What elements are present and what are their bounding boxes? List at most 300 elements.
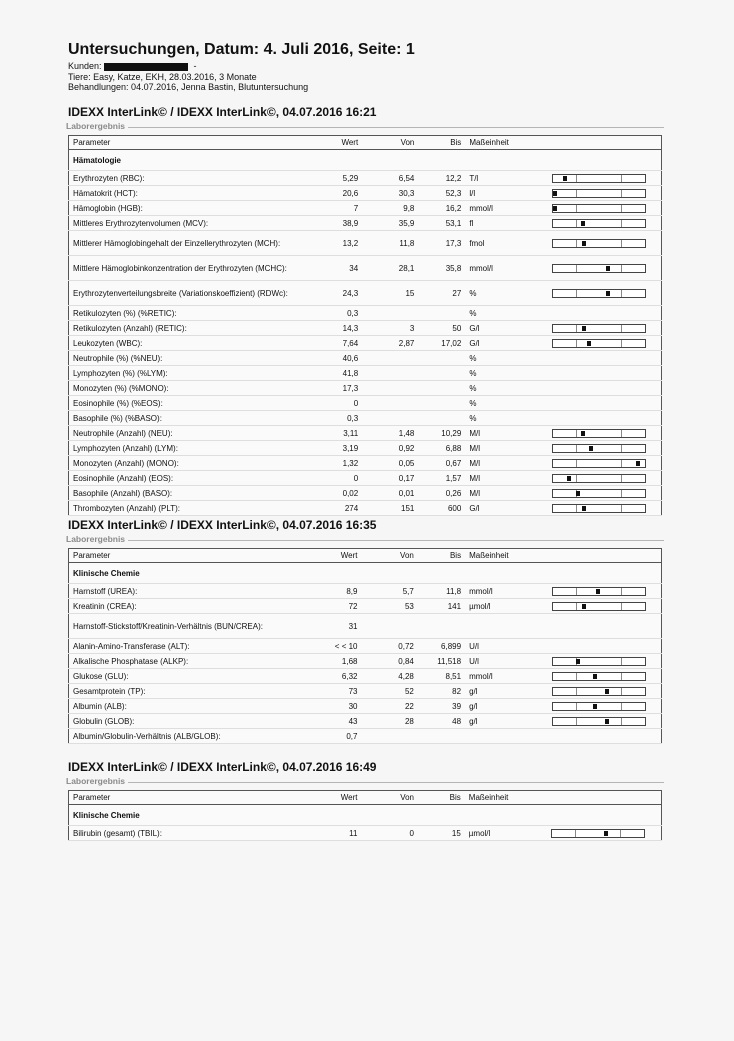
unit-cell (465, 614, 543, 639)
unit-cell: T/l (465, 171, 543, 186)
unit-cell: g/l (465, 684, 543, 699)
range-high-cell: 35,8 (418, 256, 465, 281)
gauge-cell (544, 471, 662, 486)
value-cell: 14,3 (310, 321, 362, 336)
range-high-cell: 39 (418, 699, 465, 714)
unit-cell: % (465, 396, 543, 411)
parameter-name: Retikulozyten (Anzahl) (RETIC): (69, 321, 310, 336)
range-high-cell: 53,1 (418, 216, 465, 231)
table-row (69, 699, 662, 714)
parameter-name: Monozyten (Anzahl) (MONO): (69, 456, 310, 471)
column-header-param: Parameter (69, 549, 309, 563)
range-low-cell: 52 (361, 684, 417, 699)
gauge-marker (587, 341, 591, 346)
parameter-name: Eosinophile (Anzahl) (EOS): (69, 471, 310, 486)
range-low-cell: 15 (362, 281, 418, 306)
value-cell: 7,64 (310, 336, 362, 351)
range-high-cell: 48 (418, 714, 465, 729)
gauge-cell (544, 411, 662, 426)
parameter-name: Mittlerer Hämoglobingehalt der Einzellerythrozyten (MCH): (69, 231, 310, 256)
section-title: IDEXX InterLink© / IDEXX InterLink©, 04.07.2016 16:35 (68, 518, 377, 532)
column-header-param: Parameter (69, 136, 310, 150)
unit-cell: U/l (465, 654, 543, 669)
range-low-cell: 0 (361, 826, 418, 841)
range-low-cell: 1,48 (362, 426, 418, 441)
range-high-cell: 17,02 (418, 336, 465, 351)
range-low-cell: 30,3 (362, 186, 418, 201)
gauge-marker (604, 831, 608, 836)
range-high-cell: 141 (418, 599, 465, 614)
column-header-unit: Maßeinheit (465, 549, 543, 563)
category-label: Hämatologie (69, 150, 662, 171)
range-high-cell: 16,2 (418, 201, 465, 216)
range-high-cell: 27 (418, 281, 465, 306)
table-row (69, 171, 662, 186)
range-low-cell (362, 351, 418, 366)
value-cell: < < 10 (309, 639, 362, 654)
value-cell: 30 (309, 699, 362, 714)
section-subtitle-label: Laborergebnis (66, 776, 128, 786)
range-high-cell: 0,67 (418, 456, 465, 471)
unit-cell: % (465, 281, 543, 306)
gauge-cell (544, 599, 662, 614)
table-row (69, 456, 662, 471)
gauge-marker (581, 431, 585, 436)
gauge-cell (544, 281, 662, 306)
range-high-cell (418, 306, 465, 321)
parameter-name: Lymphozyten (%) (%LYM): (69, 366, 310, 381)
section-subtitle (68, 121, 664, 135)
value-cell: 0,3 (310, 306, 362, 321)
unit-cell: % (465, 351, 543, 366)
unit-cell: M/l (465, 486, 543, 501)
column-header-gauge (544, 136, 662, 150)
range-gauge (552, 717, 646, 726)
table-row (69, 321, 662, 336)
value-cell: 72 (309, 599, 362, 614)
range-low-cell: 3 (362, 321, 418, 336)
table-row (69, 426, 662, 441)
unit-cell: g/l (465, 699, 543, 714)
value-cell: 0,02 (310, 486, 362, 501)
gauge-marker (593, 704, 597, 709)
table-row (69, 396, 662, 411)
gauge-cell (544, 654, 662, 669)
animal-line: Tiere: Easy, Katze, EKH, 28.03.2016, 3 Monate (68, 71, 257, 82)
range-high-cell: 11,8 (418, 584, 465, 599)
table-row (69, 366, 662, 381)
range-low-cell (362, 381, 418, 396)
table-row (69, 669, 662, 684)
section-title: IDEXX InterLink© / IDEXX InterLink©, 04.07.2016 16:21 (68, 105, 377, 119)
gauge-marker (606, 266, 610, 271)
value-cell: 0,3 (310, 411, 362, 426)
gauge-marker (605, 689, 609, 694)
parameter-name: Leukozyten (WBC): (69, 336, 310, 351)
parameter-name: Erythrozytenverteilungsbreite (Variationskoeffizient) (RDWc): (69, 281, 310, 306)
range-low-cell: 53 (361, 599, 417, 614)
column-header-gauge (544, 549, 662, 563)
table-header-row (69, 136, 662, 150)
gauge-marker (563, 176, 567, 181)
range-low-cell: 0,92 (362, 441, 418, 456)
range-gauge (552, 289, 646, 298)
value-cell: 3,11 (310, 426, 362, 441)
parameter-name: Monozyten (%) (%MONO): (69, 381, 310, 396)
gauge-cell (544, 584, 662, 599)
gauge-cell (544, 396, 662, 411)
range-gauge (552, 504, 646, 513)
column-header-gauge (543, 791, 661, 805)
table-row (69, 351, 662, 366)
parameter-name: Erythrozyten (RBC): (69, 171, 310, 186)
range-gauge (552, 239, 646, 248)
section-haematology (68, 105, 664, 516)
unit-cell: M/l (465, 441, 543, 456)
range-high-cell (418, 411, 465, 426)
parameter-name: Bilirubin (gesamt) (TBIL): (69, 826, 309, 841)
category-label: Klinische Chemie (69, 805, 662, 826)
value-cell: 40,6 (310, 351, 362, 366)
gauge-cell (544, 381, 662, 396)
value-cell: 7 (310, 201, 362, 216)
table-row (69, 471, 662, 486)
gauge-marker (582, 506, 586, 511)
table-row (69, 599, 662, 614)
results-table (68, 135, 662, 516)
parameter-name: Harnstoff (UREA): (69, 584, 309, 599)
value-cell: 6,32 (309, 669, 362, 684)
range-low-cell: 0,01 (362, 486, 418, 501)
value-cell: 1,68 (309, 654, 362, 669)
parameter-name: Alkalische Phosphatase (ALKP): (69, 654, 309, 669)
range-low-cell: 0,72 (361, 639, 417, 654)
parameter-name: Glukose (GLU): (69, 669, 309, 684)
parameter-name: Lymphozyten (Anzahl) (LYM): (69, 441, 310, 456)
column-header-bis: Bis (418, 549, 465, 563)
value-cell: 20,6 (310, 186, 362, 201)
category-row (69, 563, 662, 584)
unit-cell: M/l (465, 456, 543, 471)
range-high-cell (418, 396, 465, 411)
table-row (69, 201, 662, 216)
range-gauge (552, 219, 646, 228)
gauge-cell (544, 684, 662, 699)
gauge-cell (544, 321, 662, 336)
gauge-marker (636, 461, 640, 466)
gauge-cell (544, 669, 662, 684)
range-gauge (552, 587, 646, 596)
redacted-customer-name (104, 63, 188, 71)
range-low-cell: 0,05 (362, 456, 418, 471)
gauge-cell (544, 426, 662, 441)
unit-cell: G/l (465, 321, 543, 336)
column-header-param: Parameter (69, 791, 309, 805)
table-row (69, 186, 662, 201)
category-row (69, 150, 662, 171)
document-meta (68, 61, 308, 93)
gauge-cell (544, 714, 662, 729)
gauge-cell (544, 186, 662, 201)
range-high-cell: 17,3 (418, 231, 465, 256)
customer-label: Kunden: (68, 61, 102, 71)
category-label: Klinische Chemie (69, 563, 662, 584)
range-gauge (552, 324, 646, 333)
range-gauge (552, 657, 646, 666)
gauge-cell (544, 639, 662, 654)
parameter-name: Hämatokrit (HCT): (69, 186, 310, 201)
value-cell: 1,32 (310, 456, 362, 471)
parameter-name: Eosinophile (%) (%EOS): (69, 396, 310, 411)
column-header-unit: Maßeinheit (465, 136, 543, 150)
table-row (69, 584, 662, 599)
table-row (69, 639, 662, 654)
range-low-cell: 4,28 (361, 669, 417, 684)
unit-cell: l/l (465, 186, 543, 201)
range-low-cell (361, 729, 417, 744)
unit-cell: % (465, 306, 543, 321)
range-low-cell: 0,84 (361, 654, 417, 669)
section-subtitle-label: Laborergebnis (66, 121, 128, 131)
parameter-name: Gesamtprotein (TP): (69, 684, 309, 699)
section-subtitle (68, 776, 664, 790)
gauge-cell (544, 366, 662, 381)
gauge-cell (544, 456, 662, 471)
table-row (69, 714, 662, 729)
gauge-marker (582, 604, 586, 609)
range-gauge (552, 444, 646, 453)
gauge-marker (553, 191, 557, 196)
range-low-cell: 35,9 (362, 216, 418, 231)
range-high-cell (418, 381, 465, 396)
column-header-bis: Bis (418, 791, 465, 805)
value-cell: 41,8 (310, 366, 362, 381)
range-high-cell (418, 351, 465, 366)
column-header-wert: Wert (309, 549, 362, 563)
value-cell: 274 (310, 501, 362, 516)
parameter-name: Albumin (ALB): (69, 699, 309, 714)
value-cell: 11 (309, 826, 362, 841)
gauge-cell (544, 486, 662, 501)
customer-suffix: - (193, 61, 197, 71)
parameter-name: Alanin-Amino-Transferase (ALT): (69, 639, 309, 654)
column-header-unit: Maßeinheit (465, 791, 544, 805)
unit-cell (465, 729, 543, 744)
value-cell: 43 (309, 714, 362, 729)
gauge-marker (605, 719, 609, 724)
section-bilirubin (68, 760, 664, 841)
gauge-cell (544, 729, 662, 744)
range-high-cell (418, 729, 465, 744)
range-gauge (552, 602, 646, 611)
value-cell: 3,19 (310, 441, 362, 456)
value-cell: 17,3 (310, 381, 362, 396)
range-low-cell: 151 (362, 501, 418, 516)
unit-cell: mmol/l (465, 584, 543, 599)
document-title: Untersuchungen, Datum: 4. Juli 2016, Seite: 1 (68, 41, 415, 58)
parameter-name: Kreatinin (CREA): (69, 599, 309, 614)
gauge-cell (543, 826, 661, 841)
range-low-cell: 6,54 (362, 171, 418, 186)
gauge-cell (544, 441, 662, 456)
range-gauge (552, 339, 646, 348)
gauge-cell (544, 231, 662, 256)
range-high-cell: 0,26 (418, 486, 465, 501)
range-high-cell: 1,57 (418, 471, 465, 486)
range-low-cell: 11,8 (362, 231, 418, 256)
table-header-row (69, 791, 662, 805)
gauge-marker (596, 589, 600, 594)
section-subtitle (68, 534, 664, 548)
range-gauge (552, 672, 646, 681)
gauge-cell (544, 351, 662, 366)
range-high-cell: 6,88 (418, 441, 465, 456)
gauge-cell (544, 306, 662, 321)
range-gauge (552, 204, 646, 213)
range-low-cell (362, 396, 418, 411)
unit-cell: mmol/l (465, 256, 543, 281)
value-cell: 13,2 (310, 231, 362, 256)
table-row (69, 826, 662, 841)
table-row (69, 216, 662, 231)
value-cell: 24,3 (310, 281, 362, 306)
parameter-name: Thrombozyten (Anzahl) (PLT): (69, 501, 310, 516)
range-high-cell: 82 (418, 684, 465, 699)
range-high-cell: 15 (418, 826, 465, 841)
range-low-cell: 22 (361, 699, 417, 714)
unit-cell: M/l (465, 426, 543, 441)
value-cell: 0 (310, 396, 362, 411)
unit-cell: mmol/l (465, 669, 543, 684)
range-high-cell: 6,899 (418, 639, 465, 654)
column-header-von: Von (362, 136, 418, 150)
gauge-marker (567, 476, 571, 481)
gauge-marker (582, 241, 586, 246)
parameter-name: Harnstoff-Stickstoff/Kreatinin-Verhältnis (BUN/CREA): (69, 614, 309, 639)
range-low-cell: 0,17 (362, 471, 418, 486)
gauge-cell (544, 216, 662, 231)
range-low-cell (362, 366, 418, 381)
parameter-name: Albumin/Globulin-Verhältnis (ALB/GLOB): (69, 729, 309, 744)
range-high-cell: 600 (418, 501, 465, 516)
gauge-cell (544, 201, 662, 216)
unit-cell: U/l (465, 639, 543, 654)
parameter-name: Retikulozyten (%) (%RETIC): (69, 306, 310, 321)
value-cell: 31 (309, 614, 362, 639)
unit-cell: G/l (465, 501, 543, 516)
gauge-cell (544, 256, 662, 281)
unit-cell: g/l (465, 714, 543, 729)
range-gauge (552, 174, 646, 183)
unit-cell: G/l (465, 336, 543, 351)
range-high-cell: 50 (418, 321, 465, 336)
table-row (69, 336, 662, 351)
range-low-cell: 5,7 (361, 584, 417, 599)
gauge-marker (606, 291, 610, 296)
parameter-name: Basophile (%) (%BASO): (69, 411, 310, 426)
unit-cell: fl (465, 216, 543, 231)
unit-cell: µmol/l (465, 826, 544, 841)
unit-cell: µmol/l (465, 599, 543, 614)
unit-cell: % (465, 366, 543, 381)
gauge-marker (582, 326, 586, 331)
unit-cell: % (465, 381, 543, 396)
column-header-von: Von (361, 791, 418, 805)
unit-cell: % (465, 411, 543, 426)
table-row (69, 381, 662, 396)
range-low-cell: 2,87 (362, 336, 418, 351)
column-header-von: Von (361, 549, 417, 563)
table-row (69, 654, 662, 669)
range-high-cell (418, 366, 465, 381)
gauge-cell (544, 171, 662, 186)
results-table (68, 548, 662, 744)
section-clinical-chemistry (68, 518, 664, 744)
column-header-wert: Wert (310, 136, 362, 150)
value-cell: 0 (310, 471, 362, 486)
gauge-cell (544, 501, 662, 516)
table-row (69, 614, 662, 639)
table-header-row (69, 549, 662, 563)
range-low-cell: 28 (361, 714, 417, 729)
table-row (69, 306, 662, 321)
range-low-cell: 9,8 (362, 201, 418, 216)
table-row (69, 486, 662, 501)
gauge-marker (576, 659, 580, 664)
unit-cell: M/l (465, 471, 543, 486)
value-cell: 73 (309, 684, 362, 699)
table-row (69, 684, 662, 699)
gauge-cell (544, 699, 662, 714)
table-row (69, 231, 662, 256)
value-cell: 5,29 (310, 171, 362, 186)
gauge-marker (589, 446, 593, 451)
range-high-cell: 8,51 (418, 669, 465, 684)
parameter-name: Globulin (GLOB): (69, 714, 309, 729)
range-low-cell: 28,1 (362, 256, 418, 281)
results-table (68, 790, 662, 841)
range-gauge (552, 489, 646, 498)
table-row (69, 501, 662, 516)
value-cell: 8,9 (309, 584, 362, 599)
range-gauge (551, 829, 645, 838)
range-high-cell: 52,3 (418, 186, 465, 201)
value-cell: 38,9 (310, 216, 362, 231)
gauge-marker (576, 491, 580, 496)
range-low-cell (361, 614, 417, 639)
range-gauge (552, 264, 646, 273)
range-gauge (552, 459, 646, 468)
range-gauge (552, 189, 646, 198)
parameter-name: Mittleres Erythrozytenvolumen (MCV): (69, 216, 310, 231)
gauge-cell (544, 614, 662, 639)
range-low-cell (362, 411, 418, 426)
parameter-name: Hämoglobin (HGB): (69, 201, 310, 216)
column-header-wert: Wert (309, 791, 362, 805)
customer-line (68, 61, 308, 72)
range-gauge (552, 474, 646, 483)
range-high-cell (418, 614, 465, 639)
table-row (69, 411, 662, 426)
parameter-name: Neutrophile (Anzahl) (NEU): (69, 426, 310, 441)
gauge-marker (593, 674, 597, 679)
unit-cell: fmol (465, 231, 543, 256)
range-gauge (552, 702, 646, 711)
parameter-name: Basophile (Anzahl) (BASO): (69, 486, 310, 501)
table-row (69, 729, 662, 744)
parameter-name: Neutrophile (%) (%NEU): (69, 351, 310, 366)
value-cell: 34 (310, 256, 362, 281)
